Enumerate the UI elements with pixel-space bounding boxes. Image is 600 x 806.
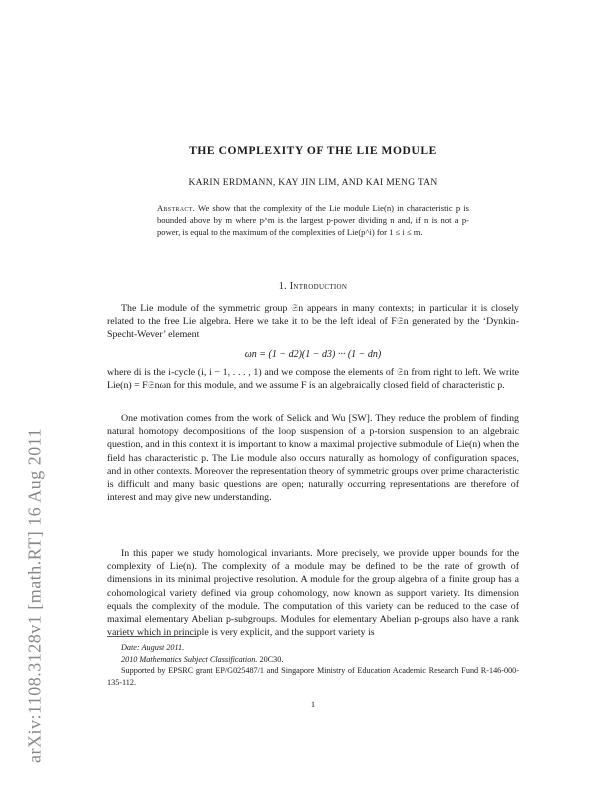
arxiv-sidebar <box>8 180 45 764</box>
intro-paragraph-3: One motivation comes from the work of Selick and Wu [SW]. They reduce the problem of finding natural homotopy decompositions of the loop suspension of a p-torsion suspension to an algebraic question, and in this context it is important to know a maximal projective submodule of Lie(n) when the field has characteristic p. The Lie module also occurs naturally as homology of configuration spaces, and in other contexts. Moreover the representation theory of symmetric groups over prime characteristic is difficult and many basic questions are open; naturally occurring representations are therefore of interest and may give new understanding. <box>107 413 519 504</box>
dsw-element-formula: ωn = (1 − d2)(1 − d3) ··· (1 − dn) <box>244 349 382 360</box>
intro-paragraph-4: In this paper we study homological invariants. More precisely, we provide upper bounds for the complexity of Lie(n). The complexity of a module may be defined to be the rate of growth of dimensions in its minimal projective resolution. A module for the group algebra of a finite group has a cohomological variety defined via group cohomology, now known as support variety. Its dimension equals the complexity of the module. The computation of this variety can be reduced to the case of maximal elementary Abelian p-subgroups. Modules for elementary Abelian p-groups also have a rank variety which in principle is very explicit, and the support variety is <box>107 548 519 639</box>
paper-authors: KARIN ERDMANN, KAY JIN LIM, AND KAI MENG TAN <box>188 178 438 188</box>
footnotes <box>107 642 519 688</box>
footnote-msc-value: 20C30. <box>259 654 284 664</box>
arxiv-identifier: arXiv:1108.3128v1 [math.RT] 16 Aug 2011 <box>24 427 45 764</box>
intro-paragraph-2: where di is the i-cycle (i, i − 1, . . . , 1) and we compose the elements of 𝔖n from right to left. We write Lie(n) = F𝔖nωn for this module, and we assume F is an algebraically closed field of characteristic p. <box>107 367 519 392</box>
section-heading <box>107 281 519 292</box>
footnote-date: Date: August 2011. <box>121 643 185 652</box>
abstract <box>157 202 469 238</box>
footnote-support: Supported by EPSRC grant EP/G025487/1 and Singapore Ministry of Education Academic Research Fund R-146-000-135-112. <box>107 666 519 687</box>
section-number: 1. <box>278 281 287 292</box>
abstract-label: Abstract. <box>157 203 196 213</box>
abstract-text: We show that the complexity of the Lie module Lie(n) in characteristic p is bounded above by m where p^m is the largest p-power dividing n and, if n is not a p-power, is equal to the maximum of the complexities of Lie(p^i) for 1 ≤ i ≤ m. <box>157 203 470 237</box>
intro-paragraph-1: The Lie module of the symmetric group 𝔖n appears in many contexts; in particular it is closely related to the free Lie algebra. Here we take it to be the left ideal of F𝔖n generated by the ‘Dynkin-Specht-Wever’ element <box>107 303 519 341</box>
page-number: 1 <box>310 699 316 709</box>
footnote-divider <box>107 636 197 637</box>
footnote-msc <box>107 654 519 666</box>
section-title: Introduction <box>289 281 348 292</box>
paper-title: THE COMPLEXITY OF THE LIE MODULE <box>189 145 437 157</box>
footnote-msc-label: 2010 Mathematics Subject Classification. <box>121 654 258 664</box>
